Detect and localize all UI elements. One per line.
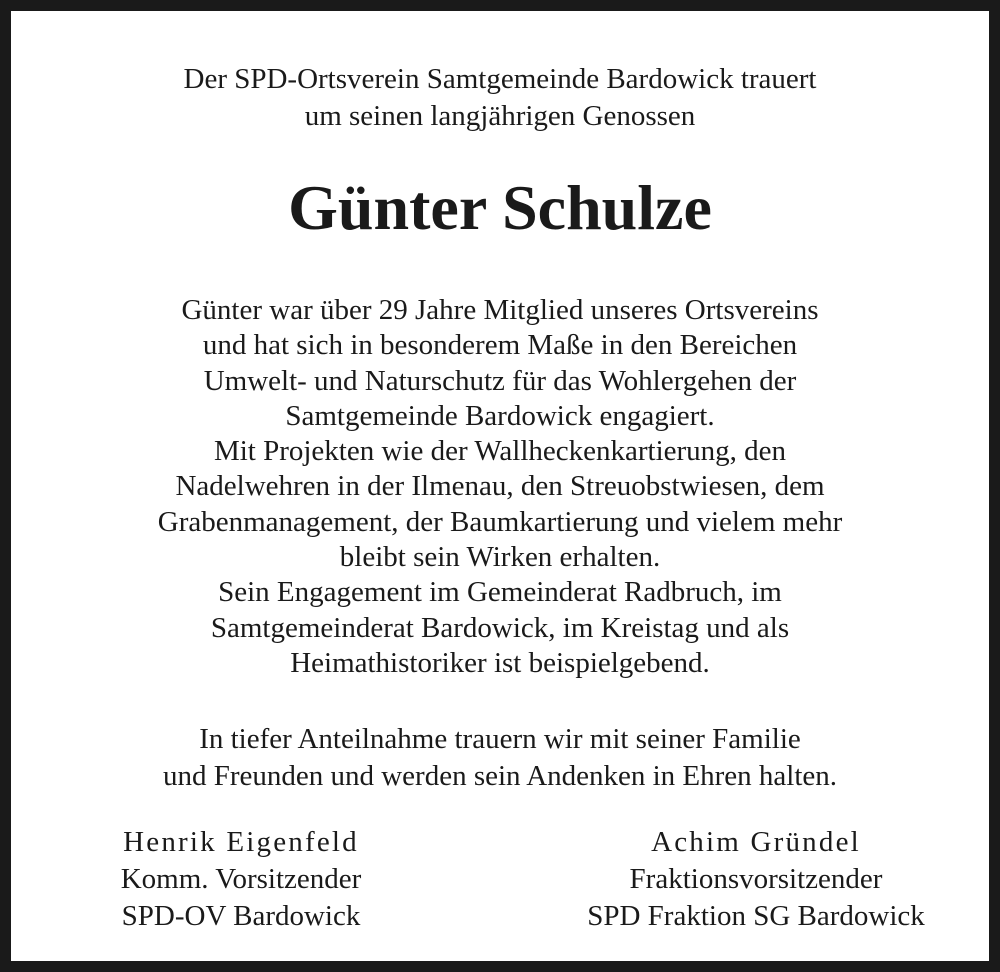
signatory-title: Fraktionsvorsitzender xyxy=(629,863,883,895)
signatory-organization: SPD Fraktion SG Bardowick xyxy=(587,900,925,932)
tribute-line: Nadelwehren in der Ilmenau, den Streuobstwiesen, dem xyxy=(175,470,825,503)
signature-left xyxy=(91,824,391,935)
tribute-line: Samtgemeinderat Bardowick, im Kreistag und als xyxy=(210,611,790,644)
tribute-line: Mit Projekten wie der Wallheckenkartierung, den xyxy=(213,435,787,468)
tribute-line: Sein Engagement im Gemeinderat Radbruch, im xyxy=(218,576,782,609)
signatory-organization: SPD-OV Bardowick xyxy=(121,900,361,932)
signatory-title: Komm. Vorsitzender xyxy=(120,863,362,895)
intro-line: Der SPD-Ortsverein Samtgemeinde Bardowick trauert xyxy=(183,63,817,95)
closing-line: und Freunden und werden sein Andenken in Ehren halten. xyxy=(162,760,838,792)
signature-right xyxy=(561,824,951,935)
tribute-line: Grabenmanagement, der Baumkartierung und vielem mehr xyxy=(157,505,843,538)
tribute-line: Samtgemeinde Bardowick engagiert. xyxy=(285,399,715,432)
tribute-line: und hat sich in besonderem Maße in den Bereichen xyxy=(202,329,798,362)
tribute-line: Heimathistoriker ist beispielgebend. xyxy=(290,646,710,679)
tribute-text xyxy=(11,293,989,681)
deceased-name: Günter Schulze xyxy=(288,172,712,243)
tribute-line: Umwelt- und Naturschutz für das Wohlergehen der xyxy=(203,364,797,397)
closing-line: In tiefer Anteilnahme trauern wir mit seiner Familie xyxy=(199,723,801,755)
closing-text xyxy=(11,721,989,795)
tribute-line: bleibt sein Wirken erhalten. xyxy=(339,541,661,574)
intro-text xyxy=(11,61,989,135)
intro-line: um seinen langjährigen Genossen xyxy=(304,100,696,132)
tribute-line: Günter war über 29 Jahre Mitglied unseres Ortsvereins xyxy=(181,294,819,326)
signatory-name: Henrik Eigenfeld xyxy=(123,826,359,858)
signatory-name: Achim Gründel xyxy=(651,826,861,858)
